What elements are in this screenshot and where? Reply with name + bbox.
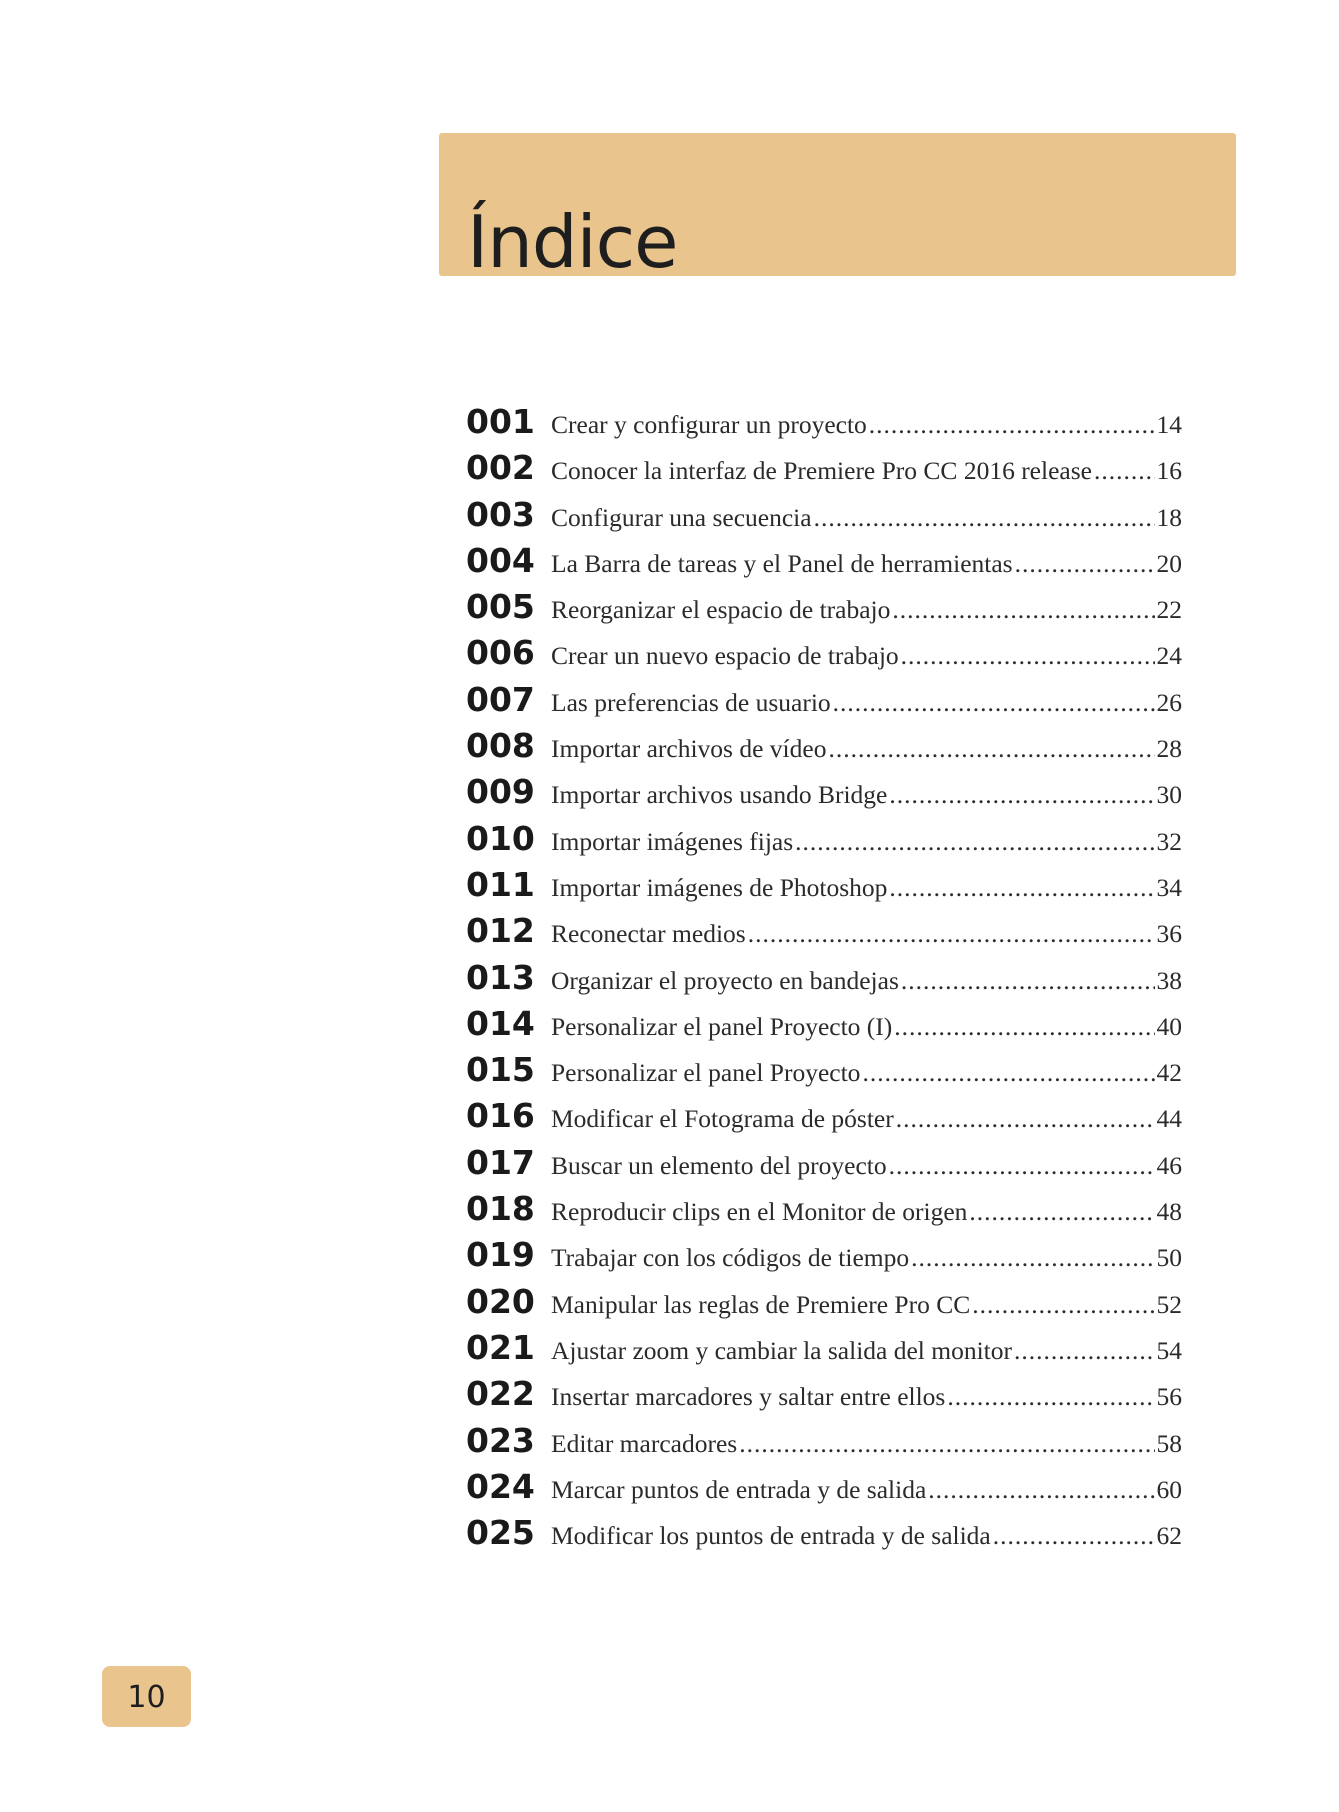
toc-entry-page: 34: [1156, 872, 1182, 902]
toc-entry-page: 16: [1156, 456, 1182, 486]
toc-entry[interactable]: [466, 819, 1182, 865]
toc-entry[interactable]: [466, 726, 1182, 772]
toc-entry-page: 18: [1156, 502, 1182, 532]
page-title: Índice: [467, 200, 678, 284]
page-number-badge: [102, 1666, 191, 1727]
toc-entry[interactable]: [466, 958, 1182, 1004]
toc-entry-page: 62: [1156, 1521, 1182, 1551]
toc-entry-page: 58: [1156, 1428, 1182, 1458]
toc-entry-page: 22: [1156, 595, 1182, 625]
toc-entry[interactable]: [466, 1143, 1182, 1189]
toc-entry-number: 022: [466, 1374, 535, 1414]
toc-dot-leader: [795, 827, 1154, 857]
toc-entry-page: 24: [1156, 641, 1182, 671]
toc-entry[interactable]: [466, 1004, 1182, 1050]
toc-dot-leader: [862, 1058, 1154, 1088]
toc-entry-title: Manipular las reglas de Premiere Pro CC: [551, 1289, 971, 1319]
toc-dot-leader: [947, 1382, 1154, 1412]
toc-dot-leader: [1015, 549, 1155, 579]
toc-entry-number: 012: [466, 911, 535, 951]
toc-dot-leader: [896, 1104, 1155, 1134]
toc-entry-page: 20: [1156, 548, 1182, 578]
toc-entry-page: 14: [1156, 410, 1182, 439]
toc-dot-leader: [889, 873, 1154, 903]
toc-entry-number: 010: [466, 818, 535, 858]
toc-entry-title: Modificar los puntos de entrada y de salida: [551, 1521, 991, 1551]
toc-dot-leader: [911, 1243, 1154, 1273]
toc-entry-number: 006: [466, 633, 535, 673]
title-banner: [439, 133, 1236, 284]
toc-dot-leader: [889, 1151, 1155, 1181]
toc-entry-title: Modificar el Fotograma de póster: [551, 1104, 894, 1134]
toc-entry-number: 015: [466, 1050, 535, 1090]
toc-entry-number: 014: [466, 1003, 535, 1043]
toc-dot-leader: [928, 1475, 1154, 1505]
toc-entry-number: 017: [466, 1142, 535, 1182]
toc-entry-page: 54: [1156, 1335, 1182, 1365]
toc-entry[interactable]: [466, 448, 1182, 494]
toc-entry-title: La Barra de tareas y el Panel de herramientas: [551, 548, 1013, 578]
toc-entry-page: 52: [1156, 1289, 1182, 1319]
toc-entry-number: 001: [466, 402, 535, 441]
toc-entry-number: 023: [466, 1420, 535, 1460]
toc-entry-page: 32: [1156, 826, 1182, 856]
toc-entry[interactable]: [466, 1328, 1182, 1374]
toc-entry-title: Importar archivos de vídeo: [551, 734, 827, 764]
toc-entry[interactable]: [466, 1235, 1182, 1281]
toc-entry[interactable]: [466, 911, 1182, 957]
toc-entry-page: 36: [1156, 919, 1182, 949]
toc-dot-leader: [828, 734, 1154, 764]
toc-entry-number: 007: [466, 679, 535, 719]
toc-entry-page: 40: [1156, 1011, 1182, 1041]
toc-entry[interactable]: [466, 1513, 1182, 1559]
toc-dot-leader: [894, 1012, 1154, 1042]
toc-entry-page: 50: [1156, 1243, 1182, 1273]
toc-entry-page: 38: [1156, 965, 1182, 995]
toc-entry[interactable]: [466, 1374, 1182, 1420]
toc-entry-title: Crear y configurar un proyecto: [551, 410, 867, 439]
toc-entry-title: Crear un nuevo espacio de trabajo: [551, 641, 899, 671]
toc-entry-title: Importar archivos usando Bridge: [551, 780, 888, 810]
toc-entry-number: 011: [466, 864, 535, 904]
toc-entry[interactable]: [466, 1282, 1182, 1328]
toc-entry-number: 021: [466, 1327, 535, 1367]
toc-entry-number: 024: [466, 1466, 535, 1506]
toc-entry-title: Organizar el proyecto en bandejas: [551, 965, 899, 995]
toc-entry[interactable]: [466, 495, 1182, 541]
toc-entry[interactable]: [466, 1421, 1182, 1467]
toc-dot-leader: [814, 503, 1155, 533]
table-of-contents: [466, 402, 1182, 1559]
toc-entry-number: 002: [466, 448, 535, 488]
toc-entry-number: 004: [466, 540, 535, 580]
toc-entry-number: 013: [466, 957, 535, 997]
toc-entry-page: 28: [1156, 734, 1182, 764]
toc-entry-title: Las preferencias de usuario: [551, 687, 831, 717]
toc-dot-leader: [972, 1290, 1154, 1320]
toc-entry-page: 42: [1156, 1058, 1182, 1088]
toc-entry-page: 30: [1156, 780, 1182, 810]
toc-entry-title: Personalizar el panel Proyecto: [551, 1058, 861, 1088]
toc-entry-number: 018: [466, 1189, 535, 1229]
toc-dot-leader: [969, 1197, 1154, 1227]
toc-entry[interactable]: [466, 541, 1182, 587]
toc-dot-leader: [748, 919, 1155, 949]
toc-entry-title: Reproducir clips en el Monitor de origen: [551, 1197, 968, 1227]
toc-dot-leader: [739, 1429, 1154, 1459]
toc-dot-leader: [869, 410, 1155, 440]
toc-entry[interactable]: [466, 1189, 1182, 1235]
toc-entry-title: Importar imágenes fijas: [551, 826, 794, 856]
toc-dot-leader: [1014, 1336, 1155, 1366]
toc-entry[interactable]: [466, 1096, 1182, 1142]
toc-entry-number: 025: [466, 1513, 535, 1553]
toc-entry-number: 008: [466, 726, 535, 766]
toc-entry-title: Insertar marcadores y saltar entre ellos: [551, 1382, 946, 1412]
toc-entry-title: Configurar una secuencia: [551, 502, 812, 532]
toc-entry[interactable]: [466, 402, 1182, 448]
toc-entry-page: 56: [1156, 1382, 1182, 1412]
toc-entry-title: Conocer la interfaz de Premiere Pro CC 2016 release: [551, 456, 1092, 486]
toc-dot-leader: [889, 780, 1154, 810]
toc-entry-title: Editar marcadores: [551, 1428, 738, 1458]
toc-entry-number: 005: [466, 587, 535, 627]
toc-entry-page: 26: [1156, 687, 1182, 717]
toc-dot-leader: [901, 641, 1155, 671]
toc-entry[interactable]: [466, 680, 1182, 726]
toc-entry-number: 016: [466, 1096, 535, 1136]
toc-entry-page: 48: [1156, 1197, 1182, 1227]
toc-entry-page: 46: [1156, 1150, 1182, 1180]
toc-entry-number: 019: [466, 1235, 535, 1275]
toc-entry[interactable]: [466, 1050, 1182, 1096]
toc-entry[interactable]: [466, 772, 1182, 818]
toc-entry-title: Importar imágenes de Photoshop: [551, 872, 888, 902]
toc-entry[interactable]: [466, 1467, 1182, 1513]
toc-entry-title: Reorganizar el espacio de trabajo: [551, 595, 891, 625]
toc-entry[interactable]: [466, 633, 1182, 679]
toc-dot-leader: [901, 966, 1155, 996]
toc-entry[interactable]: [466, 587, 1182, 633]
toc-entry[interactable]: [466, 865, 1182, 911]
toc-entry-title: Marcar puntos de entrada y de salida: [551, 1474, 927, 1504]
toc-entry-number: 009: [466, 772, 535, 812]
toc-dot-leader: [833, 688, 1155, 718]
toc-dot-leader: [892, 595, 1154, 625]
toc-entry-title: Personalizar el panel Proyecto (I): [551, 1011, 893, 1041]
toc-entry-title: Reconectar medios: [551, 919, 746, 949]
toc-entry-title: Ajustar zoom y cambiar la salida del monitor: [551, 1335, 1012, 1365]
page-number: 10: [127, 1680, 166, 1715]
toc-entry-page: 44: [1156, 1104, 1182, 1134]
toc-dot-leader: [1094, 456, 1155, 486]
toc-entry-number: 003: [466, 494, 535, 534]
toc-entry-title: Buscar un elemento del proyecto: [551, 1150, 887, 1180]
toc-entry-number: 020: [466, 1281, 535, 1321]
toc-dot-leader: [993, 1521, 1155, 1551]
toc-entry-title: Trabajar con los códigos de tiempo: [551, 1243, 910, 1273]
toc-entry-page: 60: [1156, 1474, 1182, 1504]
